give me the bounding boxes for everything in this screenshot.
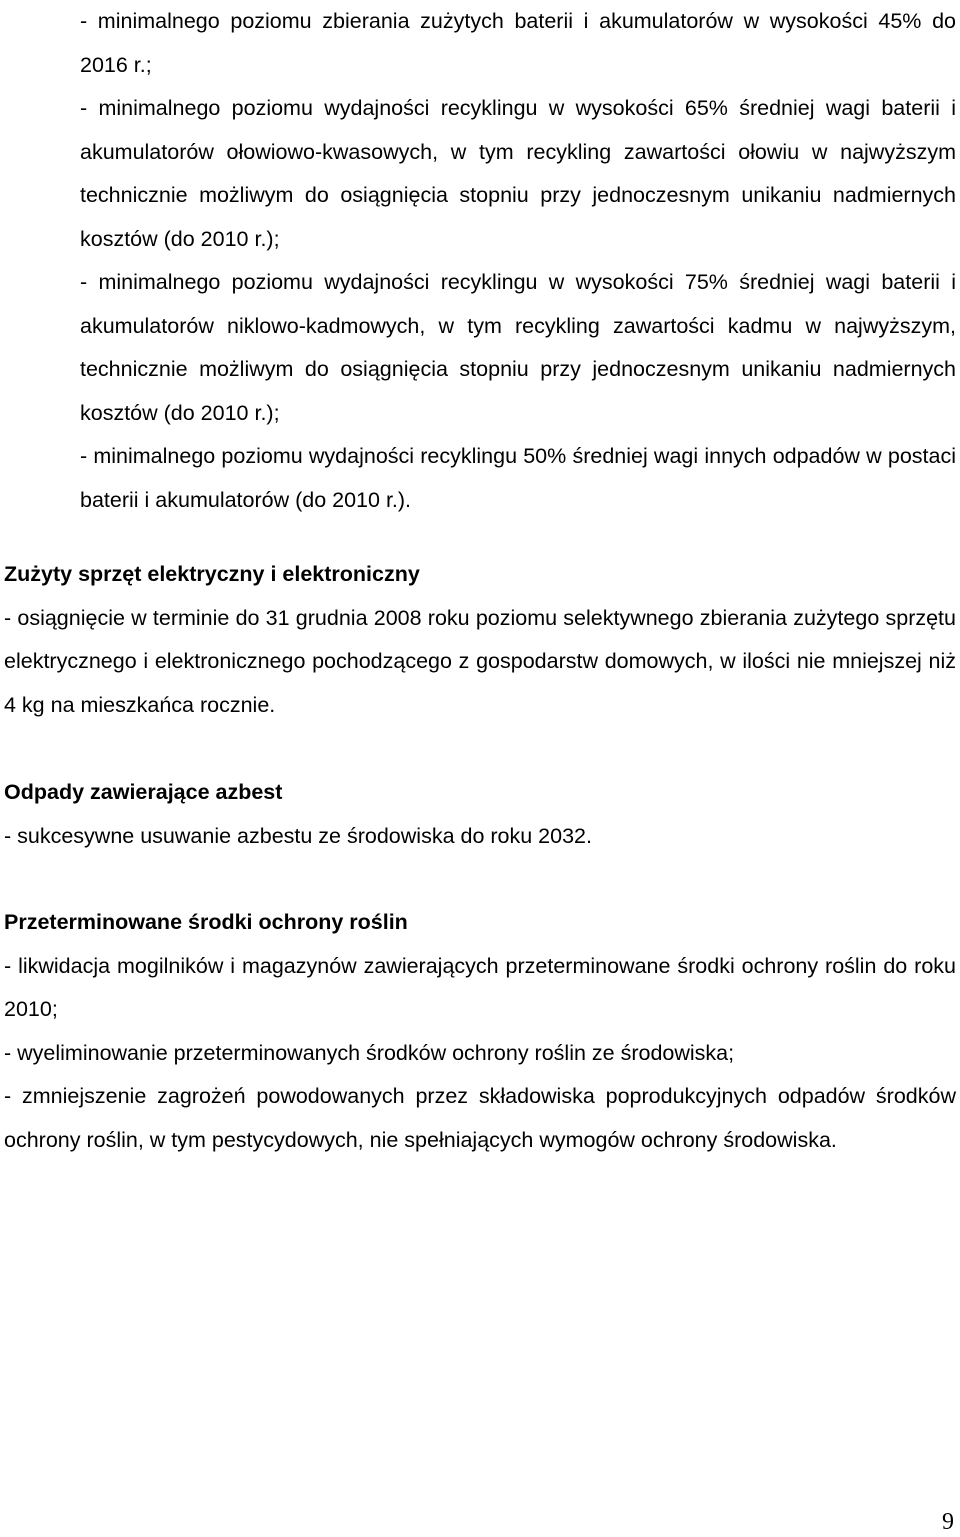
section-plant-protection [4,901,956,1162]
section-heading-weee: Zużyty sprzęt elektryczny i elektroniczny [4,562,420,586]
plant-protection-item-2: - wyeliminowanie przeterminowanych środków ochrony roślin ze środowiska; [4,1040,735,1065]
nickel-cadmium-recycling-item: - minimalnego poziomu wydajności recyklingu w wysokości 75% średniej wagi baterii i akumulatorów niklowo-kadmowych, w tym recykling zawartości kadmu w najwyższym, technicznie możliwym do osiągnięcia stopniu przy jednoczesnym unikaniu nadmiernych kosztów (do 2010 r.); [80,270,956,425]
lead-acid-recycling-item: - minimalnego poziomu wydajności recyklingu w wysokości 65% średniej wagi baterii i akumulatorów ołowiowo-kwasowych, w tym recykling zawartości ołowiu w najwyższym technicznie możliwym do osiągnięcia stopniu przy jednoczesnym unikaniu nadmiernych kosztów (do 2010 r.); [80,96,956,251]
section-heading-asbestos: Odpady zawierające azbest [4,780,283,804]
section-heading-plant-protection: Przeterminowane środki ochrony roślin [4,910,408,934]
battery-targets-list [80,0,956,522]
battery-collection-item: - minimalnego poziomu zbierania zużytych baterii i akumulatorów w wysokości 45% do 2016 r.; [80,9,956,77]
section-weee [4,553,956,727]
other-batteries-recycling-item: - minimalnego poziomu wydajności recyklingu 50% średniej wagi innych odpadów w postaci baterii i akumulatorów (do 2010 r.). [80,444,956,512]
asbestos-item: - sukcesywne usuwanie azbestu ze środowiska do roku 2032. [4,823,592,848]
plant-protection-item-1: - likwidacja mogilników i magazynów zawierających przeterminowane środki ochrony roślin do roku 2010; [4,953,956,1021]
weee-item: - osiągnięcie w terminie do 31 grudnia 2008 roku poziomu selektywnego zbierania zużytego sprzętu elektrycznego i elektronicznego pochodzącego z gospodarstw domowych, w ilości nie mniejszej niż 4 kg na mieszkańca rocznie. [4,605,956,717]
plant-protection-item-3: - zmniejszenie zagrożeń powodowanych przez składowiska poprodukcyjnych odpadów środków ochrony roślin, w tym pestycydowych, nie spełniających wymogów ochrony środowiska. [4,1084,956,1152]
page-number: 9 [942,1509,954,1535]
section-asbestos [4,771,956,858]
